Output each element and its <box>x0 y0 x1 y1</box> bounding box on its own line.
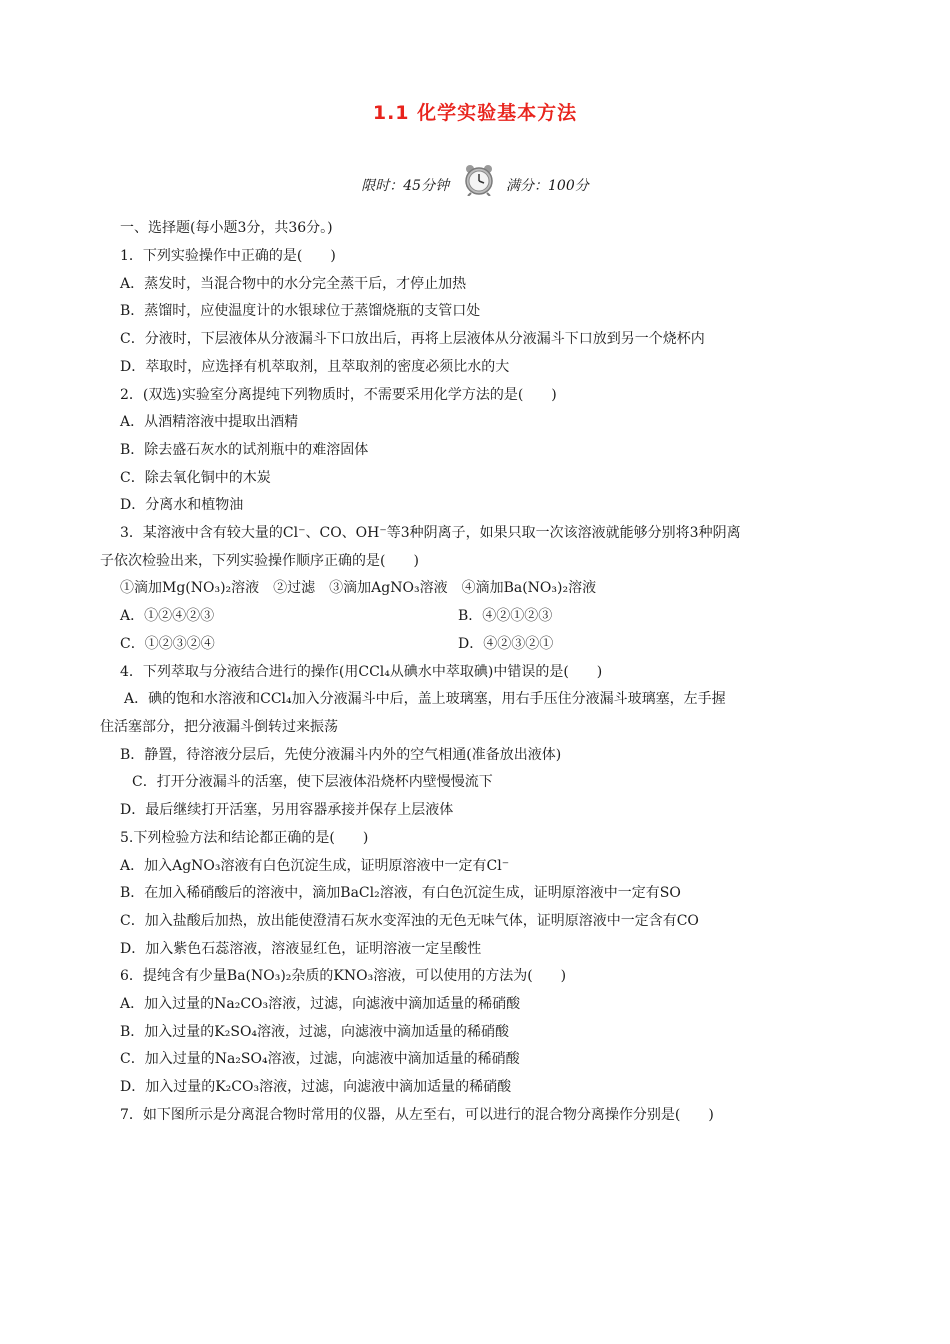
option-2c: C．除去氧化铜中的木炭 <box>120 470 271 486</box>
option-1c: C．分液时，下层液体从分液漏斗下口放出后，再将上层液体从分液漏斗下口放到另一个烧杯内 <box>120 331 705 347</box>
option-1d: D．萃取时，应选择有机萃取剂，且萃取剂的密度必须比水的大 <box>120 359 510 375</box>
question-3-operations: ①滴加Mg(NO₃)₂溶液 ②过滤 ③滴加AgNO₃溶液 ④滴加Ba(NO₃)₂溶液 <box>120 580 597 596</box>
option-6b: B．加入过量的K₂SO₄溶液，过滤，向滤液中滴加适量的稀硝酸 <box>120 1024 510 1040</box>
question-3-continued: 子依次检验出来，下列实验操作顺序正确的是( ) <box>100 553 419 569</box>
option-4b: B．静置，待溶液分层后，先使分液漏斗内外的空气相通(准备放出液体) <box>120 747 562 763</box>
section-heading: 一、选择题(每小题3分，共36分。) <box>120 220 333 236</box>
question-2: 2．(双选)实验室分离提纯下列物质时，不需要采用化学方法的是( ) <box>120 387 557 403</box>
question-3: 3．某溶液中含有较大量的Cl⁻、CO、OH⁻等3种阴离子，如果只取一次该溶液就能够分别将3种阴离 <box>120 525 741 541</box>
option-6d: D．加入过量的K₂CO₃溶液，过滤，向滤液中滴加适量的稀硝酸 <box>120 1079 512 1095</box>
option-5c: C．加入盐酸后加热，放出能使澄清石灰水变浑浊的无色无味气体，证明原溶液中一定含有CO <box>120 913 699 929</box>
option-6c: C．加入过量的Na₂SO₄溶液，过滤，向滤液中滴加适量的稀硝酸 <box>120 1051 520 1067</box>
page-title: 1.1 化学实验基本方法 <box>372 102 578 124</box>
option-3a: A．①②④②③ <box>120 608 215 624</box>
question-4: 4．下列萃取与分液结合进行的操作(用CCl₄从碘水中萃取碘)中错误的是( ) <box>120 664 603 680</box>
question-1: 1．下列实验操作中正确的是( ) <box>120 248 336 264</box>
option-3c: C．①②③②④ <box>120 636 215 652</box>
question-5: 5.下列检验方法和结论都正确的是( ) <box>120 830 369 846</box>
option-5a: A．加入AgNO₃溶液有白色沉淀生成，证明原溶液中一定有Cl⁻ <box>120 858 510 874</box>
option-2b: B．除去盛石灰水的试剂瓶中的难溶固体 <box>120 442 369 458</box>
option-2a: A．从酒精溶液中提取出酒精 <box>120 414 299 430</box>
question-7: 7．如下图所示是分离混合物时常用的仪器，从左至右，可以进行的混合物分离操作分别是( ) <box>120 1107 714 1123</box>
option-4c: C．打开分液漏斗的活塞，使下层液体沿烧杯内壁慢慢流下 <box>132 774 493 790</box>
option-5d: D．加入紫色石蕊溶液，溶液显红色，证明溶液一定呈酸性 <box>120 941 482 957</box>
exam-meta <box>0 168 950 202</box>
option-1b: B．蒸馏时，应使温度计的水银球位于蒸馏烧瓶的支管口处 <box>120 303 481 319</box>
time-limit: 限时：45分钟 <box>361 178 450 194</box>
option-1a: A．蒸发时，当混合物中的水分完全蒸干后，才停止加热 <box>120 276 467 292</box>
option-4d: D．最后继续打开活塞，另用容器承接并保存上层液体 <box>120 802 454 818</box>
option-4a-continued: 住活塞部分，把分液漏斗倒转过来振荡 <box>100 719 338 735</box>
option-6a: A．加入过量的Na₂CO₃溶液，过滤，向滤液中滴加适量的稀硝酸 <box>120 996 521 1012</box>
option-5b: B．在加入稀硝酸后的溶液中，滴加BaCl₂溶液，有白色沉淀生成，证明原溶液中一定有SO <box>120 885 681 901</box>
alarm-clock-icon <box>462 162 496 196</box>
option-3b: B．④②①②③ <box>458 608 553 624</box>
option-3d: D．④②③②① <box>458 636 554 652</box>
option-4a: A．碘的饱和水溶液和CCl₄加入分液漏斗中后，盖上玻璃塞，用右手压住分液漏斗玻璃塞，左手握 <box>124 691 726 707</box>
question-6: 6．提纯含有少量Ba(NO₃)₂杂质的KNO₃溶液，可以使用的方法为( ) <box>120 968 567 984</box>
full-score: 满分：100分 <box>506 178 589 194</box>
option-2d: D．分离水和植物油 <box>120 497 244 513</box>
